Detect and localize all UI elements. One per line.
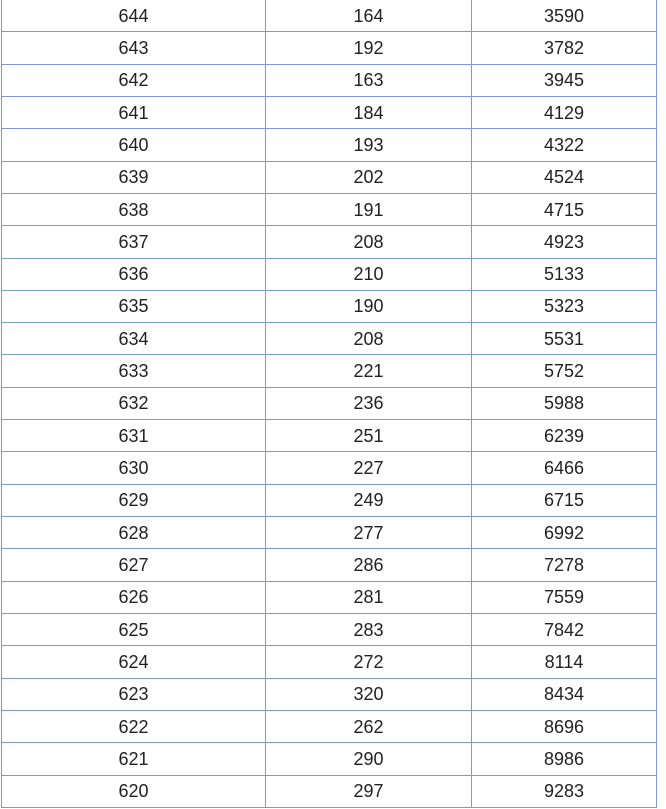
table-cell: 644 — [2, 0, 266, 32]
table-row — [2, 323, 657, 355]
table-cell: 621 — [2, 743, 266, 775]
table-cell: 164 — [266, 0, 472, 32]
table-row — [2, 613, 657, 645]
table-cell: 8114 — [472, 646, 657, 678]
table-cell: 184 — [266, 96, 472, 128]
table-cell: 4129 — [472, 96, 657, 128]
table-cell: 262 — [266, 710, 472, 742]
table-cell: 6239 — [472, 420, 657, 452]
table-row — [2, 549, 657, 581]
table-cell: 272 — [266, 646, 472, 678]
table-cell: 320 — [266, 678, 472, 710]
table-row — [2, 678, 657, 710]
table-cell: 286 — [266, 549, 472, 581]
table-cell: 4923 — [472, 226, 657, 258]
table-row — [2, 646, 657, 678]
table-cell: 622 — [2, 710, 266, 742]
table-cell: 5323 — [472, 290, 657, 322]
table-cell: 636 — [2, 258, 266, 290]
table-cell: 221 — [266, 355, 472, 387]
table-cell: 623 — [2, 678, 266, 710]
table-cell: 627 — [2, 549, 266, 581]
table-cell: 190 — [266, 290, 472, 322]
table-cell: 635 — [2, 290, 266, 322]
table-cell: 633 — [2, 355, 266, 387]
table-cell: 202 — [266, 161, 472, 193]
table-cell: 629 — [2, 484, 266, 516]
table-row — [2, 710, 657, 742]
table-cell: 6715 — [472, 484, 657, 516]
table-cell: 208 — [266, 323, 472, 355]
table-cell: 624 — [2, 646, 266, 678]
table-cell: 6992 — [472, 517, 657, 549]
table-cell: 6466 — [472, 452, 657, 484]
table-row — [2, 420, 657, 452]
table-cell: 637 — [2, 226, 266, 258]
table-cell: 8434 — [472, 678, 657, 710]
table-cell: 7842 — [472, 613, 657, 645]
table-cell: 640 — [2, 129, 266, 161]
table-row — [2, 32, 657, 64]
score-table-container — [1, 0, 656, 808]
table-cell: 163 — [266, 64, 472, 96]
table-row — [2, 775, 657, 807]
table-row — [2, 387, 657, 419]
table-cell: 249 — [266, 484, 472, 516]
table-row — [2, 161, 657, 193]
table-cell: 290 — [266, 743, 472, 775]
table-cell: 277 — [266, 517, 472, 549]
score-table-body — [2, 0, 657, 807]
table-cell: 642 — [2, 64, 266, 96]
table-row — [2, 0, 657, 32]
table-cell: 7559 — [472, 581, 657, 613]
table-cell: 297 — [266, 775, 472, 807]
table-cell: 630 — [2, 452, 266, 484]
table-row — [2, 193, 657, 225]
table-row — [2, 517, 657, 549]
table-cell: 3782 — [472, 32, 657, 64]
table-cell: 5988 — [472, 387, 657, 419]
table-cell: 8986 — [472, 743, 657, 775]
table-cell: 641 — [2, 96, 266, 128]
table-row — [2, 355, 657, 387]
table-cell: 3945 — [472, 64, 657, 96]
table-row — [2, 452, 657, 484]
table-cell: 639 — [2, 161, 266, 193]
table-cell: 251 — [266, 420, 472, 452]
table-cell: 625 — [2, 613, 266, 645]
table-cell: 643 — [2, 32, 266, 64]
table-cell: 193 — [266, 129, 472, 161]
table-cell: 632 — [2, 387, 266, 419]
table-cell: 3590 — [472, 0, 657, 32]
table-cell: 210 — [266, 258, 472, 290]
table-row — [2, 484, 657, 516]
table-row — [2, 290, 657, 322]
table-cell: 281 — [266, 581, 472, 613]
table-cell: 628 — [2, 517, 266, 549]
table-cell: 634 — [2, 323, 266, 355]
table-cell: 620 — [2, 775, 266, 807]
table-cell: 7278 — [472, 549, 657, 581]
table-cell: 5752 — [472, 355, 657, 387]
table-cell: 4524 — [472, 161, 657, 193]
table-cell: 5531 — [472, 323, 657, 355]
table-cell: 631 — [2, 420, 266, 452]
table-cell: 4715 — [472, 193, 657, 225]
table-row — [2, 129, 657, 161]
table-cell: 4322 — [472, 129, 657, 161]
table-cell: 283 — [266, 613, 472, 645]
table-cell: 192 — [266, 32, 472, 64]
table-cell: 191 — [266, 193, 472, 225]
table-row — [2, 96, 657, 128]
table-row — [2, 581, 657, 613]
table-row — [2, 743, 657, 775]
table-cell: 638 — [2, 193, 266, 225]
table-row — [2, 64, 657, 96]
score-table — [1, 0, 657, 808]
table-cell: 626 — [2, 581, 266, 613]
table-cell: 227 — [266, 452, 472, 484]
table-row — [2, 258, 657, 290]
table-cell: 5133 — [472, 258, 657, 290]
table-cell: 208 — [266, 226, 472, 258]
table-row — [2, 226, 657, 258]
table-cell: 236 — [266, 387, 472, 419]
table-cell: 9283 — [472, 775, 657, 807]
table-cell: 8696 — [472, 710, 657, 742]
